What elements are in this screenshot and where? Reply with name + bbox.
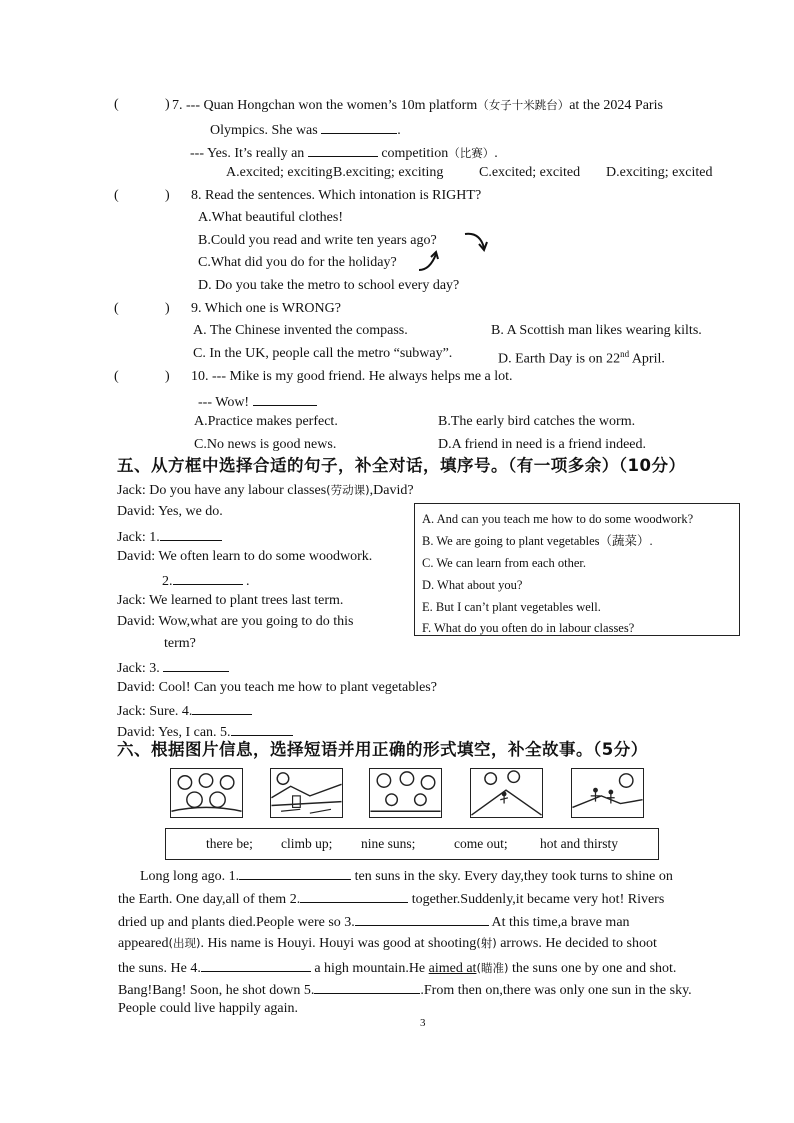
q10-reply-text: --- Wow! — [198, 395, 250, 410]
dialog-blank-2[interactable] — [173, 570, 243, 585]
q8-answer-paren-close: ) — [165, 188, 170, 203]
story-line-5-cn: (瞄准) — [476, 961, 509, 975]
story-line-1-tail: ten suns in the sky. Every day,they took turns to shine on — [354, 869, 673, 884]
q8-option-b[interactable]: B.Could you read and write ten years ago? — [198, 233, 437, 248]
q7-option-c[interactable]: C.excited; excited — [479, 165, 581, 180]
q7-stem-line2 — [210, 119, 401, 140]
dialog-line-1-cn: (劳动课) — [326, 483, 370, 497]
q9-answer-paren-open: ( — [114, 301, 119, 316]
section5-heading: 五、从方框中选择合适的句子，补全对话，填序号。（有一项多余）（10分） — [117, 456, 686, 475]
dialog-line-7b: term? — [164, 636, 196, 651]
phrase-option-2[interactable]: climb up; — [281, 836, 333, 851]
dialog-line-8-text: Jack: 3. — [117, 661, 160, 676]
dialog-line-5-text: 2. — [162, 574, 173, 589]
story-line-6 — [118, 979, 692, 1000]
story-line-5 — [118, 957, 676, 978]
story-blank-1[interactable] — [239, 865, 351, 880]
q7-stem-text: 7. --- Quan Hongchan won the women’s 10m platform — [172, 98, 478, 113]
q7-answer-paren-open: ( — [114, 97, 119, 112]
dialog-line-5-tail: . — [246, 574, 250, 589]
story-line-2 — [118, 888, 664, 909]
q9-option-a[interactable]: A. The Chinese invented the compass. — [193, 323, 408, 338]
dry-land-picture-icon — [271, 769, 342, 817]
q10-reply — [198, 391, 317, 412]
q9-option-d-text: D. Earth Day is on 22 — [498, 351, 621, 367]
q9-option-d[interactable] — [498, 345, 665, 369]
story-line-4-tail: arrows. He decided to shoot — [500, 936, 657, 951]
dialog-blank-1[interactable] — [160, 526, 222, 541]
story-blank-4[interactable] — [201, 957, 311, 972]
q7-reply-period: . — [494, 146, 498, 161]
q7-stem-cn: （女子十米跳台） — [477, 98, 570, 112]
q10-blank[interactable] — [253, 391, 317, 406]
story-picture-3 — [369, 768, 442, 818]
q7-reply-word: competition — [381, 146, 449, 161]
story-picture-2 — [270, 768, 343, 818]
story-line-4-cn: (出现) — [168, 936, 201, 950]
story-line-5-underlined: aimed at — [428, 961, 477, 976]
story-picture-4 — [470, 768, 543, 818]
climbing-mountain-picture-icon — [471, 769, 542, 817]
dialog-blank-5[interactable] — [231, 721, 293, 736]
story-line-5-text: the suns. He 4. — [118, 961, 201, 976]
one-sun-picture-icon — [572, 769, 643, 817]
story-line-6-tail: .From then on,there was only one sun in the sky. — [420, 983, 692, 998]
q7-answer-paren-close: ) — [165, 97, 170, 112]
dialog-line-10 — [117, 700, 252, 721]
q10-option-a[interactable]: A.Practice makes perfect. — [194, 414, 338, 429]
q9-option-b[interactable]: B. A Scottish man likes wearing kilts. — [491, 323, 702, 338]
dialog-line-8 — [117, 657, 229, 678]
q7-stem — [172, 96, 663, 115]
phrase-option-4[interactable]: come out; — [454, 836, 508, 851]
q8-answer-paren-open: ( — [114, 188, 119, 203]
sentence-options-box — [414, 503, 740, 636]
story-line-1 — [140, 865, 673, 886]
story-line-3 — [118, 911, 630, 932]
q8-stem: 8. Read the sentences. Which intonation is RIGHT? — [191, 188, 482, 203]
section6-heading: 六、根据图片信息，选择短语并用正确的形式填空，补全故事。（5分） — [117, 740, 648, 759]
ten-suns-picture-icon — [171, 769, 242, 817]
story-line-2-tail: together.Suddenly,it became very hot! Rivers — [411, 892, 665, 907]
story-line-4-mid: . His name is Houyi. Houyi was good at shooting — [200, 936, 477, 951]
rising-intonation-arrow-icon — [416, 250, 442, 274]
q7-stem-tail: at the 2024 Paris — [569, 98, 663, 113]
dialog-line-5 — [162, 570, 250, 591]
dialog-line-10-text: Jack: Sure. 4. — [117, 704, 193, 719]
q7-option-d[interactable]: D.exciting; excited — [606, 165, 713, 180]
q7-option-a[interactable]: A.excited; exciting — [226, 165, 333, 180]
story-line-5-mid: a high mountain.He — [314, 961, 426, 976]
story-line-4-text: appeared — [118, 936, 169, 951]
dialog-line-4: David: We often learn to do some woodwork. — [117, 549, 373, 564]
story-line-5-tail: the suns one by one and shot. — [511, 961, 677, 976]
q9-option-d-sup: nd — [620, 349, 630, 359]
phrase-option-5[interactable]: hot and thirsty — [540, 836, 618, 851]
story-picture-1 — [170, 768, 243, 818]
q7-line2-period: . — [397, 123, 401, 138]
story-blank-2[interactable] — [300, 888, 408, 903]
q8-option-a[interactable]: A.What beautiful clothes! — [198, 210, 344, 225]
q9-stem: 9. Which one is WRONG? — [191, 301, 341, 316]
q9-option-d-tail: April. — [629, 351, 665, 367]
q10-option-c[interactable]: C.No news is good news. — [194, 437, 337, 452]
q7-blank-2[interactable] — [308, 142, 378, 157]
phrase-option-3[interactable]: nine suns; — [361, 836, 416, 851]
story-blank-5[interactable] — [314, 979, 420, 994]
falling-intonation-arrow-icon — [462, 228, 490, 254]
q10-answer-paren-open: ( — [114, 369, 119, 384]
q7-reply — [190, 142, 498, 163]
q7-reply-text: --- Yes. It’s really an — [190, 146, 305, 161]
q10-option-b[interactable]: B.The early bird catches the worm. — [438, 414, 636, 429]
box-option-e[interactable]: E. But I can’t plant vegetables well. — [422, 600, 601, 614]
q9-option-c[interactable]: C. In the UK, people call the metro “subway”. — [193, 346, 453, 361]
dialog-blank-4[interactable] — [192, 700, 252, 715]
q10-option-d[interactable]: D.A friend in need is a friend indeed. — [438, 437, 646, 452]
box-option-f[interactable]: F. What do you often do in labour classes? — [422, 621, 635, 635]
dialog-line-3 — [117, 526, 222, 547]
dialog-line-7: David: Wow,what are you going to do this — [117, 614, 354, 629]
box-option-a[interactable]: A. And can you teach me how to do some woodwork? — [422, 512, 694, 526]
q8-option-d[interactable]: D. Do you take the metro to school every day? — [198, 278, 460, 293]
dialog-line-9: David: Cool! Can you teach me how to plant vegetables? — [117, 680, 437, 695]
q7-option-b[interactable]: B.exciting; exciting — [333, 165, 444, 180]
dialog-line-1-tail: ,David? — [369, 483, 414, 498]
box-option-c[interactable]: C. We can learn from each other. — [422, 556, 586, 570]
q10-answer-paren-close: ) — [165, 369, 170, 384]
dialog-line-3-text: Jack: 1. — [117, 530, 160, 545]
story-line-1-text: Long long ago. 1. — [140, 869, 240, 884]
dialog-blank-3[interactable] — [163, 657, 229, 672]
story-picture-5 — [571, 768, 644, 818]
dialog-line-1 — [117, 481, 414, 500]
dialog-line-1-text: Jack: Do you have any labour classes — [117, 483, 327, 498]
phrase-option-1[interactable]: there be; — [206, 836, 253, 851]
dialog-line-11-text: David: Yes, I can. 5. — [117, 725, 231, 740]
dialog-line-2: David: Yes, we do. — [117, 504, 223, 519]
story-line-6-text: Bang!Bang! Soon, he shot down 5. — [118, 983, 315, 998]
q9-answer-paren-close: ) — [165, 301, 170, 316]
q8-option-c[interactable]: C.What did you do for the holiday? — [198, 255, 397, 270]
page-number: 3 — [420, 1017, 426, 1029]
story-line-4 — [118, 934, 657, 953]
story-line-7: People could live happily again. — [118, 1001, 299, 1016]
story-line-2-text: the Earth. One day,all of them 2. — [118, 892, 301, 907]
q10-stem: 10. --- Mike is my good friend. He always helps me a lot. — [191, 369, 513, 384]
phrase-options-box — [165, 828, 659, 860]
story-line-3-tail: At this time,a brave man — [491, 915, 630, 930]
story-line-4-cn2: (射) — [476, 936, 497, 950]
q7-line2-text: Olympics. She was — [210, 123, 318, 138]
story-line-3-text: dried up and plants died.People were so 3. — [118, 915, 355, 930]
story-blank-3[interactable] — [355, 911, 489, 926]
suns-over-people-picture-icon — [370, 769, 441, 817]
box-option-d[interactable]: D. What about you? — [422, 578, 523, 592]
box-option-b[interactable]: B. We are going to plant vegetables（蔬菜）. — [422, 534, 653, 548]
q7-reply-cn: （比赛） — [448, 146, 495, 160]
dialog-line-6: Jack: We learned to plant trees last term. — [117, 593, 344, 608]
q7-blank-1[interactable] — [321, 119, 397, 134]
